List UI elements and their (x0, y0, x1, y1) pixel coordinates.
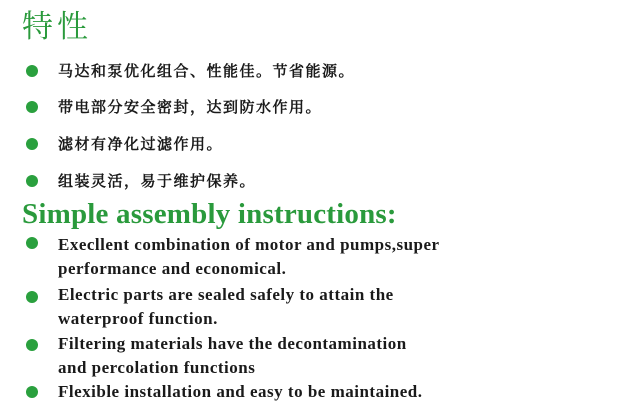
feature-item (26, 96, 322, 118)
instruction-line: waterproof function. (58, 309, 218, 328)
feature-text: 带电部分安全密封，达到防水作用。 (58, 98, 323, 116)
features-heading: 特性 (22, 9, 92, 45)
feature-item (26, 133, 223, 155)
bullet-dot-icon (26, 138, 38, 150)
instruction-text (58, 233, 440, 281)
instruction-item (26, 283, 394, 331)
feature-text: 马达和泵优化组合、性能佳。节省能源。 (58, 62, 356, 80)
instruction-item (26, 233, 440, 281)
instruction-text (58, 283, 394, 331)
instruction-line: and percolation functions (58, 358, 256, 377)
bullet-dot-icon (26, 237, 38, 249)
bullet-dot-icon (26, 291, 38, 303)
instruction-line: Flexible installation and easy to be maintained. (58, 382, 423, 401)
instruction-text (58, 332, 407, 380)
instructions-heading: Simple assembly instructions: (22, 198, 397, 230)
feature-item (26, 170, 256, 192)
feature-text: 组装灵活，易于维护保养。 (58, 172, 257, 190)
instruction-line: Filtering materials have the decontamination (58, 334, 407, 353)
instruction-item (26, 380, 423, 404)
bullet-dot-icon (26, 65, 38, 77)
feature-item (26, 60, 355, 82)
bullet-dot-icon (26, 175, 38, 187)
instruction-line: Electric parts are sealed safely to attain the (58, 285, 394, 304)
bullet-dot-icon (26, 101, 38, 113)
bullet-dot-icon (26, 339, 38, 351)
feature-text: 滤材有净化过滤作用。 (58, 135, 224, 153)
instruction-text (58, 380, 423, 404)
bullet-dot-icon (26, 386, 38, 398)
instruction-line: Execllent combination of motor and pumps,super (58, 235, 440, 254)
instruction-item (26, 332, 407, 380)
instruction-line: performance and economical. (58, 259, 287, 278)
